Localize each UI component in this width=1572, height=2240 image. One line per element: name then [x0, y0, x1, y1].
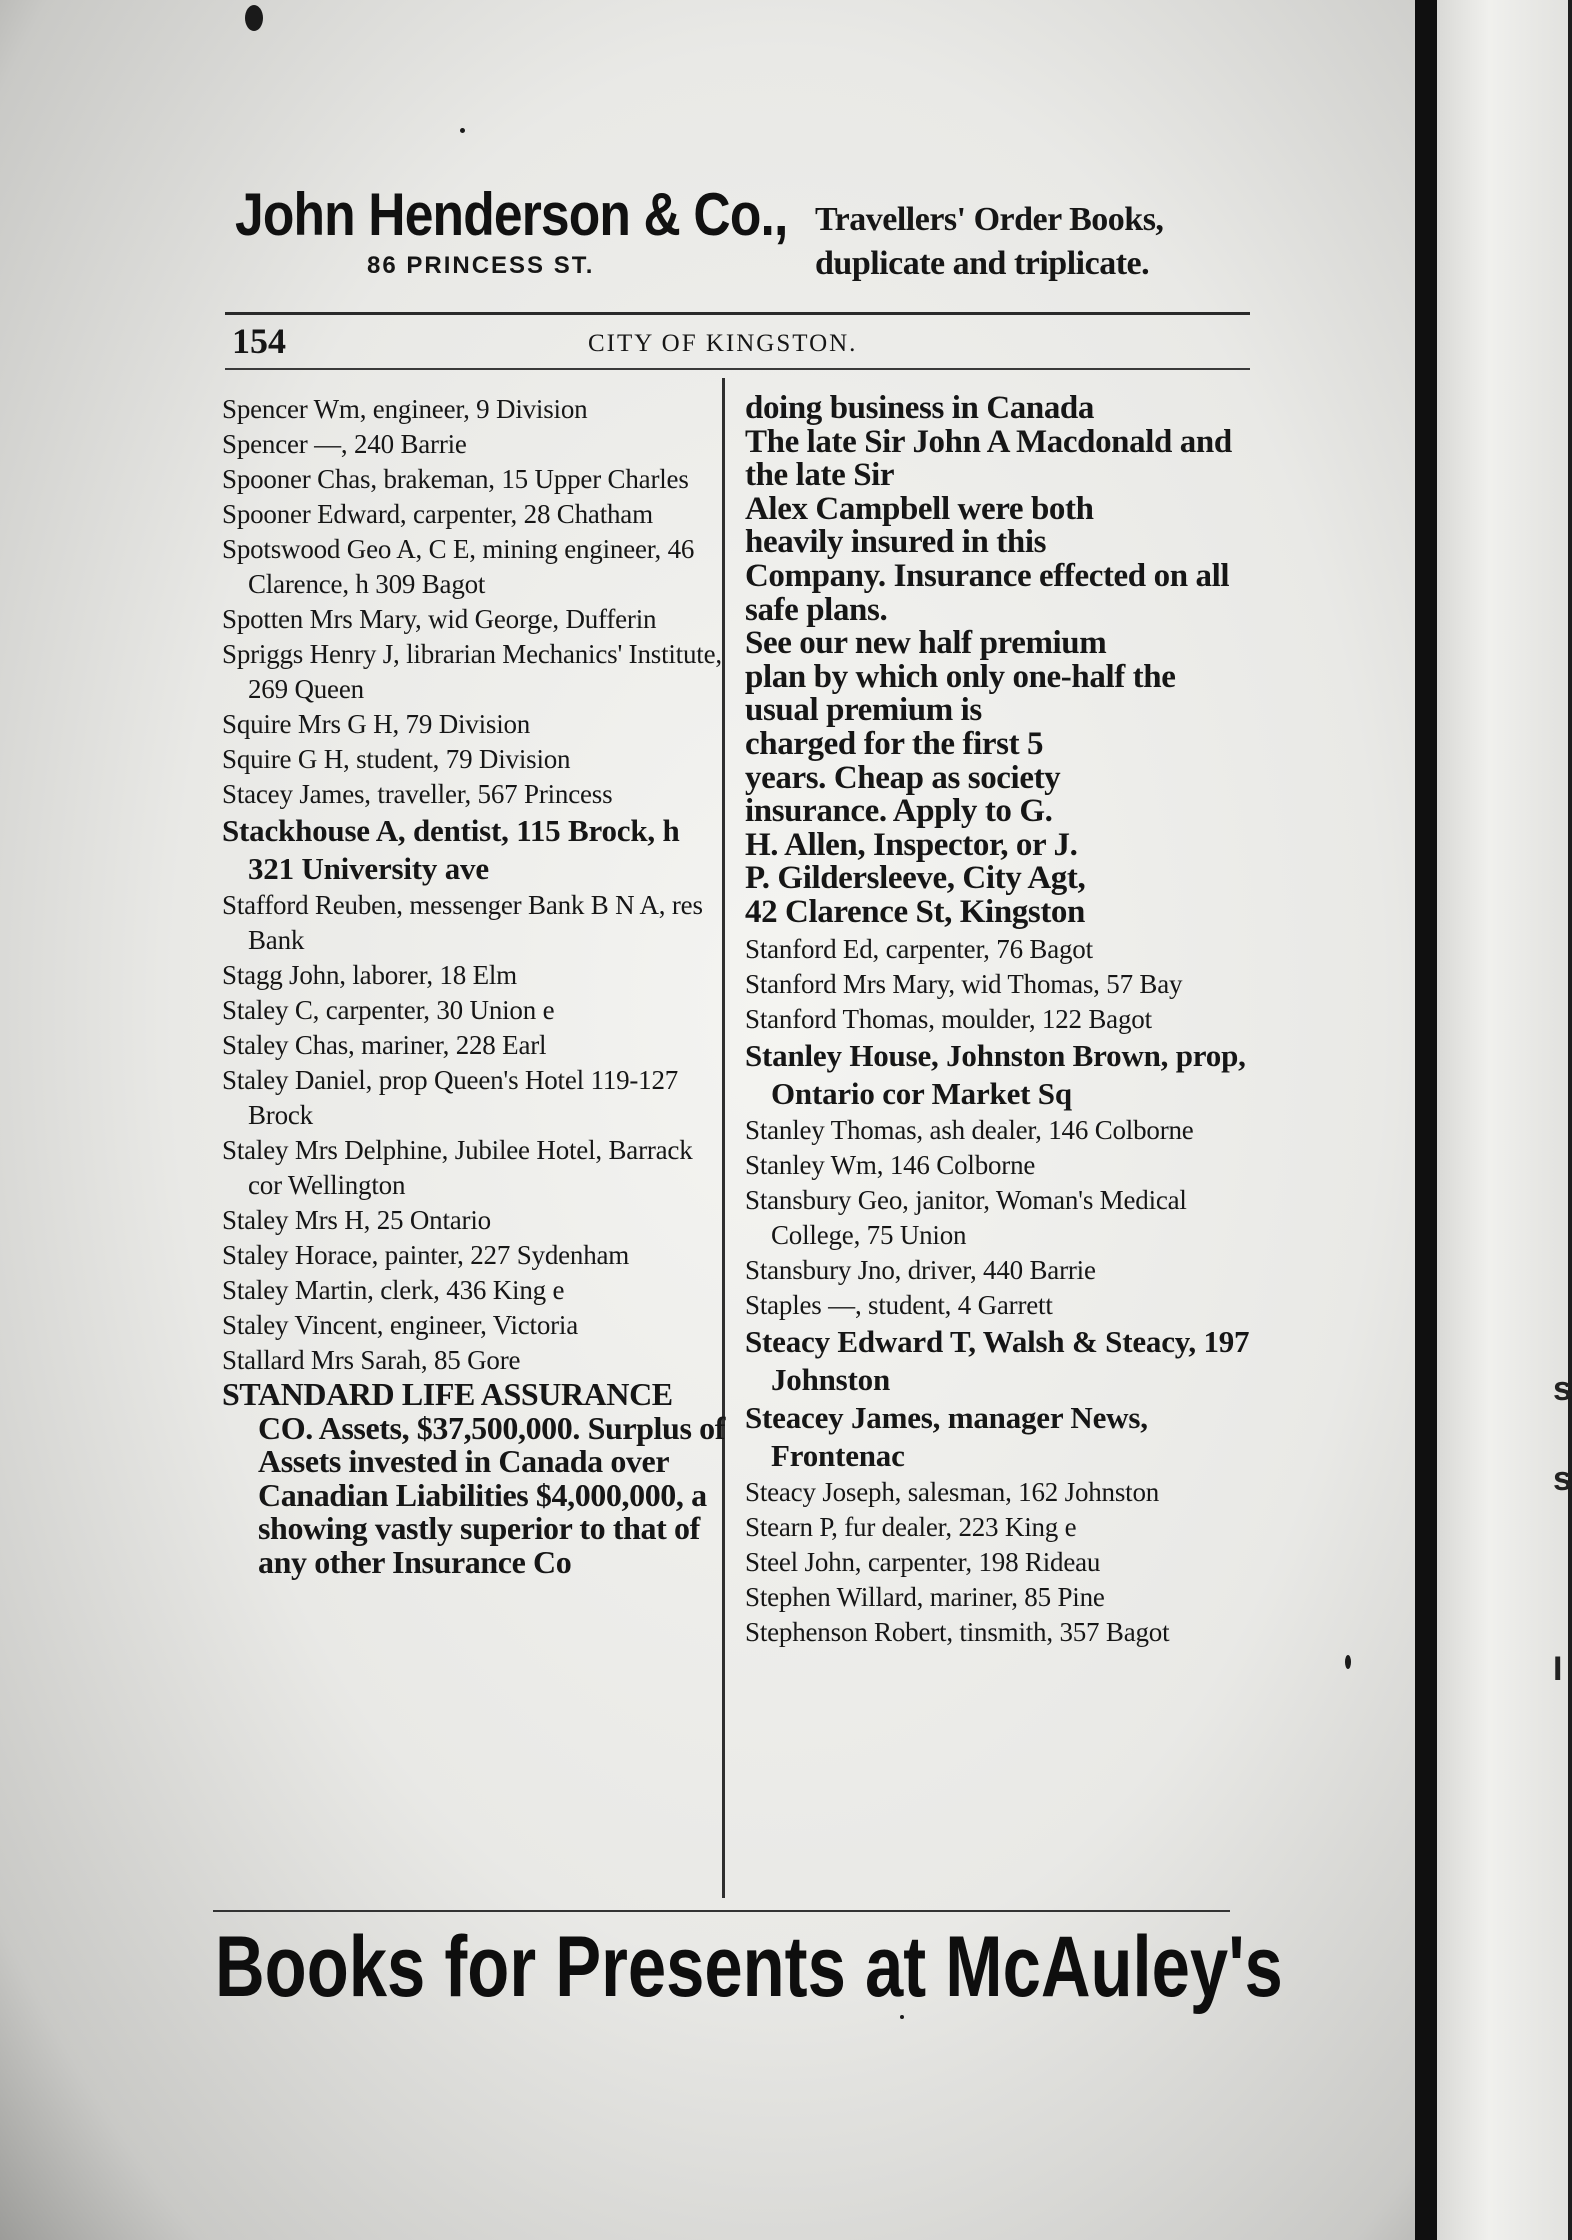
- directory-entry: Stacey James, traveller, 567 Princess: [222, 779, 613, 809]
- running-head: CITY OF KINGSTON.: [588, 330, 858, 357]
- directory-entry: Stearn P, fur dealer, 223 King e: [745, 1511, 1077, 1542]
- directory-entry: Stagg John, laborer, 18 Elm: [222, 960, 517, 990]
- directory-entry: Steacey James, manager News, Frontenac: [745, 1399, 1148, 1473]
- directory-entry: Steacy Edward T, Walsh & Steacy, 197 Johnston: [745, 1323, 1250, 1397]
- directory-entry: Staley Martin, clerk, 436 King e: [222, 1275, 565, 1305]
- directory-entry: Spotten Mrs Mary, wid George, Dufferin: [222, 604, 657, 634]
- directory-entry: Stanley Thomas, ash dealer, 146 Colborne: [745, 1114, 1194, 1145]
- header-advert-line-2: duplicate and triplicate.: [815, 245, 1150, 282]
- directory-entry: Stackhouse A, dentist, 115 Brock, h 321 University ave: [222, 813, 680, 886]
- directory-entry: Stanley Wm, 146 Colborne: [745, 1149, 1036, 1180]
- directory-entry: Stephen Willard, mariner, 85 Pine: [745, 1581, 1105, 1612]
- ink-speck: [460, 128, 465, 133]
- header-advert-line-1: Travellers' Order Books,: [815, 201, 1164, 238]
- edge-letter: s: [1553, 1370, 1572, 1408]
- directory-entry: Staples —, student, 4 Garrett: [745, 1289, 1053, 1320]
- directory-entry: Staley Horace, painter, 227 Sydenham: [222, 1240, 630, 1270]
- directory-entry: Stallard Mrs Sarah, 85 Gore: [222, 1345, 521, 1375]
- directory-entry: Stanley House, Johnston Brown, prop, Ontario cor Market Sq: [745, 1037, 1246, 1111]
- insurance-advert-continued: doing business in Canada The late Sir John A Macdonald and the late Sir Alex Campbell were both heavily insured in this Company. Insurance effected on all safe plans. See our new half premium plan by which only one-half the usual premium is charged for the first 5 years. Cheap as society insurance. Apply to G. H. Allen, Inspector, or J. P. Gildersleeve, City Agt, 42 Clarence St, Kingston: [745, 390, 1232, 930]
- ink-blot: [245, 5, 263, 31]
- running-head-rule: [225, 368, 1250, 370]
- ink-speck: [900, 2015, 904, 2019]
- directory-entry: Stafford Reuben, messenger Bank B N A, res Bank: [222, 890, 703, 955]
- directory-entry: Staley Mrs H, 25 Ontario: [222, 1205, 491, 1235]
- directory-entry: Staley Vincent, engineer, Victoria: [222, 1310, 579, 1340]
- directory-entry: Stanford Mrs Mary, wid Thomas, 57 Bay: [745, 968, 1183, 999]
- page-number: 154: [232, 321, 286, 361]
- footer-advert: Books for Presents at McAuley's: [215, 1919, 1283, 2015]
- directory-entry: Spooner Edward, carpenter, 28 Chatham: [222, 499, 653, 529]
- directory-entry: Spriggs Henry J, librarian Mechanics' Institute, 269 Queen: [222, 639, 722, 704]
- left-column: [222, 392, 727, 1580]
- directory-entry: Stanford Ed, carpenter, 76 Bagot: [745, 933, 1093, 964]
- right-column: [745, 392, 1255, 1650]
- ink-speck: [1345, 1655, 1351, 1669]
- directory-entry: Staley Daniel, prop Queen's Hotel 119-127 Brock: [222, 1065, 679, 1130]
- directory-entry: Steel John, carpenter, 198 Rideau: [745, 1546, 1101, 1577]
- directory-entry: Spencer —, 240 Barrie: [222, 429, 467, 459]
- directory-entry: Stansbury Geo, janitor, Woman's Medical College, 75 Union: [745, 1184, 1187, 1250]
- directory-entry: Spooner Chas, brakeman, 15 Upper Charles: [222, 464, 689, 494]
- right-entries: [745, 932, 1255, 1650]
- directory-entry: Spotswood Geo A, C E, mining engineer, 46 Clarence, h 309 Bagot: [222, 534, 695, 599]
- footer-rule: [213, 1910, 1230, 1912]
- directory-entry: Steacy Joseph, salesman, 162 Johnston: [745, 1476, 1160, 1507]
- firm-name: John Henderson & Co.,: [235, 181, 788, 248]
- directory-entry: Spencer Wm, engineer, 9 Division: [222, 394, 588, 424]
- page-header-ad: [235, 180, 1255, 290]
- directory-entry: Staley Mrs Delphine, Jubilee Hotel, Barrack cor Wellington: [222, 1135, 693, 1200]
- standard-life-advert: STANDARD LIFE ASSURANCE CO. Assets, $37,500,000. Surplus of Assets invested in Canada over Canadian Liabilities $4,000,000, a showing vastly superior to that of any other Insurance Co: [222, 1376, 725, 1580]
- directory-entry: Staley C, carpenter, 30 Union e: [222, 995, 555, 1025]
- edge-letter: s: [1553, 1460, 1572, 1498]
- header-advert: [815, 198, 1163, 286]
- directory-entry: Stansbury Jno, driver, 440 Barrie: [745, 1254, 1096, 1285]
- firm-address: 86 PRINCESS ST.: [367, 252, 595, 279]
- adjacent-page-edge: [1415, 0, 1572, 2240]
- edge-letter: I: [1553, 1650, 1563, 1688]
- adjacent-page: [1437, 0, 1568, 2240]
- directory-entry: Squire G H, student, 79 Division: [222, 744, 571, 774]
- directory-entry: Stanford Thomas, moulder, 122 Bagot: [745, 1003, 1152, 1034]
- left-entries: [222, 392, 727, 1378]
- directory-entry: Stephenson Robert, tinsmith, 357 Bagot: [745, 1616, 1170, 1647]
- directory-entry: Squire Mrs G H, 79 Division: [222, 709, 531, 739]
- directory-entry: Staley Chas, mariner, 228 Earl: [222, 1030, 547, 1060]
- header-rule: [225, 312, 1250, 315]
